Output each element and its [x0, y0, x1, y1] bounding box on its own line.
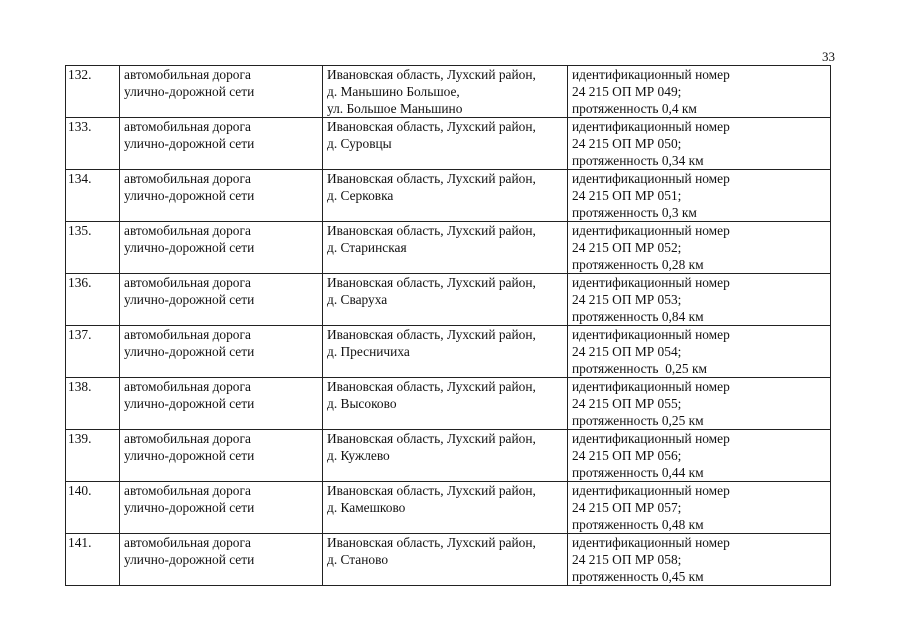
row-number: 136. — [66, 274, 120, 326]
location-cell — [323, 274, 568, 326]
location-cell — [323, 170, 568, 222]
length-line: протяженность 0,84 км — [572, 309, 704, 324]
id-line: идентификационный номер — [572, 171, 730, 186]
id-line: 24 215 ОП МР 051; — [572, 188, 682, 203]
id-line: 24 215 ОП МР 052; — [572, 240, 682, 255]
location-line: д. Суровцы — [327, 136, 392, 151]
road-type-line: улично-дорожной сети — [124, 500, 255, 515]
id-line: идентификационный номер — [572, 483, 730, 498]
location-line: д. Старинская — [327, 240, 407, 255]
road-type-cell — [120, 482, 323, 534]
location-line: Ивановская область, Лухский район, — [327, 535, 536, 550]
location-cell — [323, 326, 568, 378]
road-type-line: улично-дорожной сети — [124, 240, 255, 255]
id-line: 24 215 ОП МР 050; — [572, 136, 682, 151]
location-cell — [323, 534, 568, 586]
id-line: 24 215 ОП МР 057; — [572, 500, 682, 515]
location-line: Ивановская область, Лухский район, — [327, 223, 536, 238]
road-type-line: улично-дорожной сети — [124, 396, 255, 411]
length-line: протяженность 0,3 км — [572, 205, 697, 220]
road-type-line: автомобильная дорога — [124, 327, 251, 342]
location-cell — [323, 430, 568, 482]
identification-cell — [568, 326, 831, 378]
location-line: Ивановская область, Лухский район, — [327, 327, 536, 342]
row-number: 138. — [66, 378, 120, 430]
identification-cell — [568, 430, 831, 482]
row-number: 132. — [66, 66, 120, 118]
road-type-line: автомобильная дорога — [124, 535, 251, 550]
id-line: идентификационный номер — [572, 535, 730, 550]
road-type-line: автомобильная дорога — [124, 483, 251, 498]
row-number: 137. — [66, 326, 120, 378]
road-type-line: улично-дорожной сети — [124, 84, 255, 99]
id-line: 24 215 ОП МР 053; — [572, 292, 682, 307]
road-type-line: автомобильная дорога — [124, 431, 251, 446]
road-type-line: автомобильная дорога — [124, 119, 251, 134]
identification-cell — [568, 534, 831, 586]
location-cell — [323, 482, 568, 534]
road-type-line: автомобильная дорога — [124, 379, 251, 394]
road-type-cell — [120, 66, 323, 118]
table-row — [66, 430, 831, 482]
road-type-line: улично-дорожной сети — [124, 448, 255, 463]
id-line: идентификационный номер — [572, 275, 730, 290]
identification-cell — [568, 378, 831, 430]
road-type-line: улично-дорожной сети — [124, 136, 255, 151]
table-row — [66, 66, 831, 118]
location-line: ул. Большое Маньшино — [327, 101, 463, 116]
id-line: 24 215 ОП МР 054; — [572, 344, 682, 359]
id-line: 24 215 ОП МР 049; — [572, 84, 682, 99]
identification-cell — [568, 66, 831, 118]
location-line: д. Камешково — [327, 500, 406, 515]
registry-body — [66, 66, 831, 586]
length-line: протяженность 0,25 км — [572, 361, 707, 376]
table-row — [66, 170, 831, 222]
id-line: 24 215 ОП МР 056; — [572, 448, 682, 463]
id-line: 24 215 ОП МР 055; — [572, 396, 682, 411]
location-cell — [323, 66, 568, 118]
page-number: 33 — [822, 49, 835, 64]
location-line: Ивановская область, Лухский район, — [327, 275, 536, 290]
table-row — [66, 274, 831, 326]
length-line: протяженность 0,25 км — [572, 413, 704, 428]
location-line: Ивановская область, Лухский район, — [327, 431, 536, 446]
road-type-cell — [120, 326, 323, 378]
length-line: протяженность 0,34 км — [572, 153, 704, 168]
identification-cell — [568, 274, 831, 326]
location-line: д. Станово — [327, 552, 389, 567]
identification-cell — [568, 482, 831, 534]
location-line: д. Сваруха — [327, 292, 388, 307]
location-line: Ивановская область, Лухский район, — [327, 379, 536, 394]
road-type-cell — [120, 170, 323, 222]
road-type-cell — [120, 274, 323, 326]
row-number: 139. — [66, 430, 120, 482]
table-row — [66, 326, 831, 378]
road-registry-table — [65, 65, 831, 586]
road-type-line: автомобильная дорога — [124, 223, 251, 238]
location-cell — [323, 222, 568, 274]
table-row — [66, 118, 831, 170]
length-line: протяженность 0,45 км — [572, 569, 704, 584]
location-line: д. Кужлево — [327, 448, 390, 463]
identification-cell — [568, 222, 831, 274]
road-type-cell — [120, 222, 323, 274]
road-type-line: улично-дорожной сети — [124, 292, 255, 307]
road-type-line: автомобильная дорога — [124, 275, 251, 290]
road-type-line: автомобильная дорога — [124, 67, 251, 82]
row-number: 134. — [66, 170, 120, 222]
length-line: протяженность 0,4 км — [572, 101, 697, 116]
identification-cell — [568, 118, 831, 170]
table-row — [66, 222, 831, 274]
id-line: идентификационный номер — [572, 327, 730, 342]
row-number: 135. — [66, 222, 120, 274]
length-line: протяженность 0,48 км — [572, 517, 704, 532]
road-type-line: улично-дорожной сети — [124, 552, 255, 567]
table-row — [66, 378, 831, 430]
road-type-line: улично-дорожной сети — [124, 344, 255, 359]
id-line: идентификационный номер — [572, 431, 730, 446]
row-number: 133. — [66, 118, 120, 170]
location-cell — [323, 378, 568, 430]
road-type-cell — [120, 118, 323, 170]
road-type-cell — [120, 430, 323, 482]
id-line: идентификационный номер — [572, 223, 730, 238]
row-number: 140. — [66, 482, 120, 534]
table-row — [66, 482, 831, 534]
location-line: д. Высоково — [327, 396, 397, 411]
length-line: протяженность 0,28 км — [572, 257, 704, 272]
location-line: д. Пресничиха — [327, 344, 410, 359]
table-row — [66, 534, 831, 586]
length-line: протяженность 0,44 км — [572, 465, 704, 480]
road-type-cell — [120, 378, 323, 430]
location-line: д. Серковка — [327, 188, 394, 203]
id-line: 24 215 ОП МР 058; — [572, 552, 682, 567]
location-line: Ивановская область, Лухский район, — [327, 67, 536, 82]
row-number: 141. — [66, 534, 120, 586]
identification-cell — [568, 170, 831, 222]
location-line: Ивановская область, Лухский район, — [327, 119, 536, 134]
location-line: д. Маньшино Большое, — [327, 84, 460, 99]
location-line: Ивановская область, Лухский район, — [327, 483, 536, 498]
location-line: Ивановская область, Лухский район, — [327, 171, 536, 186]
road-type-line: улично-дорожной сети — [124, 188, 255, 203]
road-type-line: автомобильная дорога — [124, 171, 251, 186]
road-type-cell — [120, 534, 323, 586]
id-line: идентификационный номер — [572, 379, 730, 394]
id-line: идентификационный номер — [572, 67, 730, 82]
id-line: идентификационный номер — [572, 119, 730, 134]
location-cell — [323, 118, 568, 170]
